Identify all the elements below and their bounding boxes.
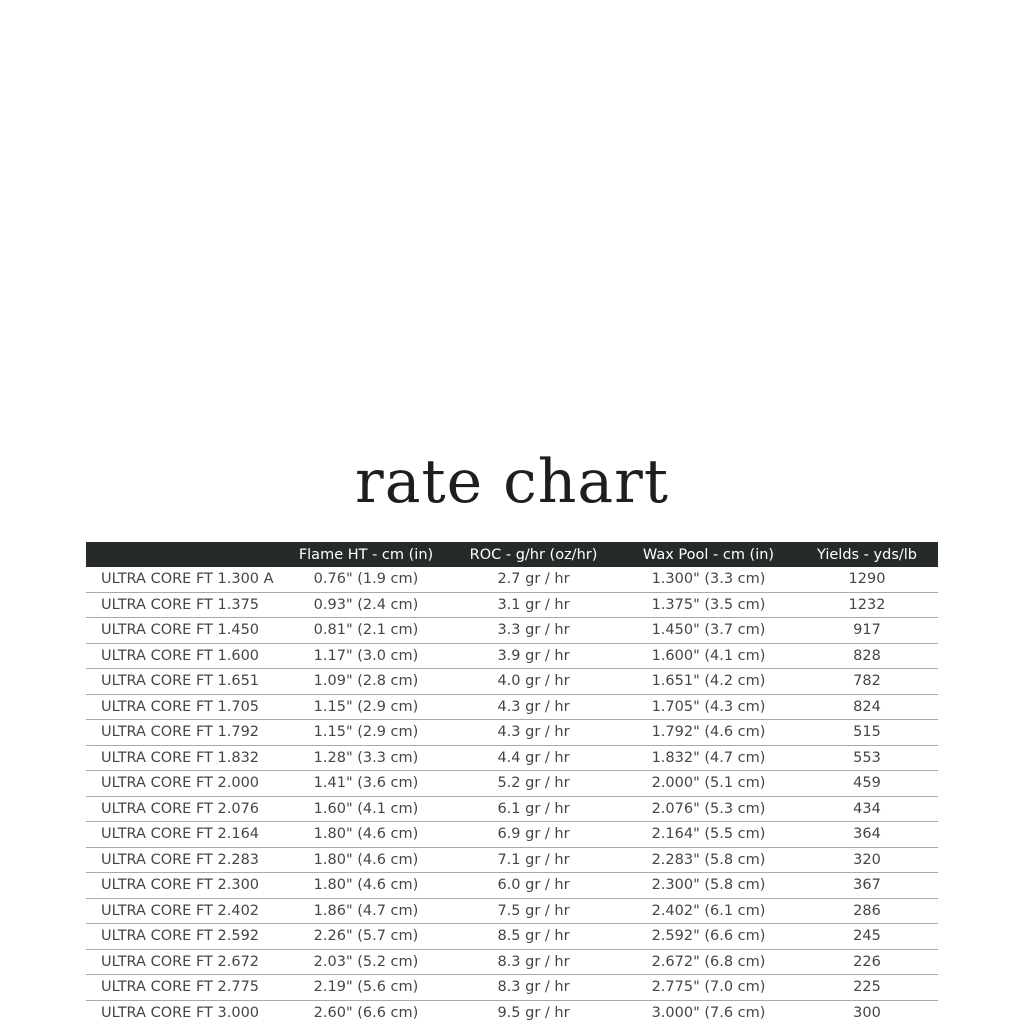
table-row [86,669,938,695]
wax-pool-cell: 2.076" (5.3 cm) [651,800,766,817]
roc-cell: 9.5 gr / hr [497,1004,570,1021]
roc-cell: 5.2 gr / hr [497,775,570,792]
flame-height-cell: 1.28" (3.3 cm) [313,749,419,766]
flame-height-cell: 2.19" (5.6 cm) [313,979,419,996]
roc-cell: 8.3 gr / hr [497,979,570,996]
roc-cell: 4.3 gr / hr [497,698,570,715]
flame-height-cell: 2.60" (6.6 cm) [313,1004,419,1021]
flame-height-cell: 0.93" (2.4 cm) [313,596,419,613]
wax-pool-cell: 2.592" (6.6 cm) [651,928,766,945]
table-row [86,899,938,925]
table-row [86,848,938,874]
table-row [86,644,938,670]
yields-cell: 1232 [848,596,886,613]
roc-cell: 3.1 gr / hr [497,596,570,613]
yields-cell: 515 [853,724,881,741]
product-cell: ULTRA CORE FT 1.600 [101,647,260,664]
yields-cell: 782 [853,673,881,690]
product-cell: ULTRA CORE FT 2.000 [101,775,260,792]
roc-cell: 6.9 gr / hr [497,826,570,843]
roc-cell: 3.3 gr / hr [497,622,570,639]
roc-cell: 8.3 gr / hr [497,953,570,970]
flame-height-cell: 0.76" (1.9 cm) [313,571,419,588]
wax-pool-cell: 1.832" (4.7 cm) [651,749,766,766]
header-cell-roc: ROC - g/hr (oz/hr) [469,546,598,563]
roc-cell: 3.9 gr / hr [497,647,570,664]
flame-height-cell: 1.09" (2.8 cm) [313,673,419,690]
table-row [86,771,938,797]
roc-cell: 4.0 gr / hr [497,673,570,690]
wax-pool-cell: 1.300" (3.3 cm) [651,571,766,588]
table-row [86,950,938,976]
table-row [86,695,938,721]
table-row [86,822,938,848]
yields-cell: 225 [853,979,881,996]
header-cell-flame-height: Flame HT - cm (in) [298,546,434,563]
product-cell: ULTRA CORE FT 1.375 [101,596,260,613]
product-cell: ULTRA CORE FT 2.283 [101,851,260,868]
header-cell-yields: Yields - yds/lb [817,546,917,563]
wax-pool-cell: 2.775" (7.0 cm) [651,979,766,996]
flame-height-cell: 1.15" (2.9 cm) [313,698,419,715]
table-row [86,567,938,593]
roc-cell: 2.7 gr / hr [497,571,570,588]
yields-cell: 300 [853,1004,881,1021]
roc-cell: 6.1 gr / hr [497,800,570,817]
wax-pool-cell: 1.792" (4.6 cm) [651,724,766,741]
yields-cell: 459 [853,775,881,792]
yields-cell: 828 [853,647,881,664]
wax-pool-cell: 1.600" (4.1 cm) [651,647,766,664]
table-row [86,797,938,823]
product-cell: ULTRA CORE FT 1.651 [101,673,260,690]
product-cell: ULTRA CORE FT 2.592 [101,928,260,945]
roc-cell: 7.1 gr / hr [497,851,570,868]
wax-pool-cell: 1.450" (3.7 cm) [651,622,766,639]
yields-cell: 824 [853,698,881,715]
product-cell: ULTRA CORE FT 2.402 [101,902,260,919]
table-header [86,542,938,567]
wax-pool-cell: 2.283" (5.8 cm) [651,851,766,868]
table-row [86,618,938,644]
product-cell: ULTRA CORE FT 1.832 [101,749,260,766]
yields-cell: 320 [853,851,881,868]
product-cell: ULTRA CORE FT 1.300 A [101,571,274,588]
flame-height-cell: 1.60" (4.1 cm) [313,800,419,817]
table-row [86,975,938,1001]
flame-height-cell: 1.17" (3.0 cm) [313,647,419,664]
page-title: rate chart [355,447,669,517]
table-row [86,593,938,619]
roc-cell: 8.5 gr / hr [497,928,570,945]
flame-height-cell: 1.80" (4.6 cm) [313,851,419,868]
flame-height-cell: 1.41" (3.6 cm) [313,775,419,792]
flame-height-cell: 1.80" (4.6 cm) [313,877,419,894]
flame-height-cell: 1.80" (4.6 cm) [313,826,419,843]
table-row [86,746,938,772]
flame-height-cell: 2.03" (5.2 cm) [313,953,419,970]
table-body [86,567,938,1024]
product-cell: ULTRA CORE FT 2.300 [101,877,260,894]
wax-pool-cell: 1.705" (4.3 cm) [651,698,766,715]
product-cell: ULTRA CORE FT 3.000 [101,1004,260,1021]
roc-cell: 6.0 gr / hr [497,877,570,894]
yields-cell: 434 [853,800,881,817]
product-cell: ULTRA CORE FT 1.792 [101,724,260,741]
product-cell: ULTRA CORE FT 1.450 [101,622,260,639]
yields-cell: 917 [853,622,881,639]
yields-cell: 226 [853,953,881,970]
yields-cell: 367 [853,877,881,894]
wax-pool-cell: 1.375" (3.5 cm) [651,596,766,613]
wax-pool-cell: 2.672" (6.8 cm) [651,953,766,970]
roc-cell: 4.3 gr / hr [497,724,570,741]
wax-pool-cell: 2.402" (6.1 cm) [651,902,766,919]
flame-height-cell: 1.15" (2.9 cm) [313,724,419,741]
yields-cell: 245 [853,928,881,945]
wax-pool-cell: 2.000" (5.1 cm) [651,775,766,792]
flame-height-cell: 1.86" (4.7 cm) [313,902,419,919]
wax-pool-cell: 1.651" (4.2 cm) [651,673,766,690]
product-cell: ULTRA CORE FT 2.775 [101,979,260,996]
product-cell: ULTRA CORE FT 2.672 [101,953,260,970]
wax-pool-cell: 2.300" (5.8 cm) [651,877,766,894]
flame-height-cell: 0.81" (2.1 cm) [313,622,419,639]
table-row [86,924,938,950]
roc-cell: 7.5 gr / hr [497,902,570,919]
yields-cell: 1290 [848,571,886,588]
table-row [86,720,938,746]
rate-table [86,542,938,1024]
table-row [86,1001,938,1024]
product-cell: ULTRA CORE FT 2.076 [101,800,260,817]
wax-pool-cell: 3.000" (7.6 cm) [651,1004,766,1021]
table-row [86,873,938,899]
wax-pool-cell: 2.164" (5.5 cm) [651,826,766,843]
yields-cell: 286 [853,902,881,919]
header-cell-wax-pool: Wax Pool - cm (in) [642,546,775,563]
roc-cell: 4.4 gr / hr [497,749,570,766]
flame-height-cell: 2.26" (5.7 cm) [313,928,419,945]
yields-cell: 553 [853,749,881,766]
product-cell: ULTRA CORE FT 2.164 [101,826,260,843]
yields-cell: 364 [853,826,881,843]
product-cell: ULTRA CORE FT 1.705 [101,698,260,715]
